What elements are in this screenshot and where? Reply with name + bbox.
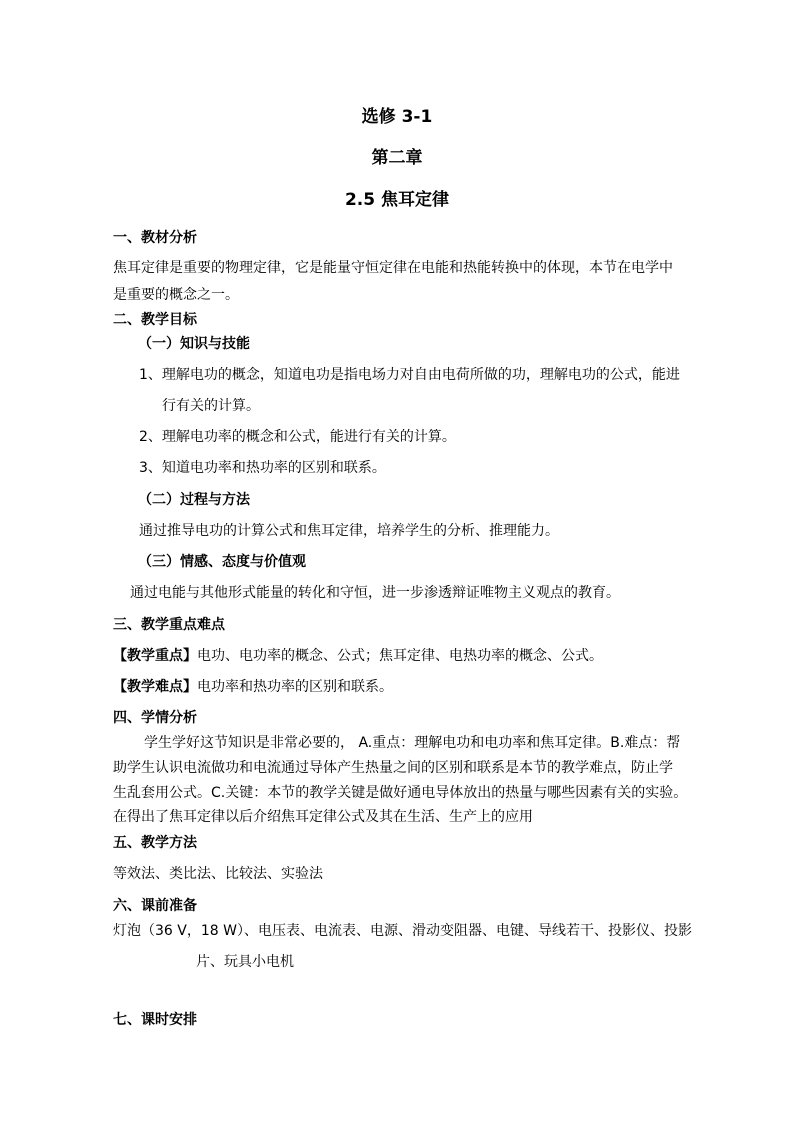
chapter-title: 第二章 <box>371 148 423 168</box>
difficulty-line <box>113 677 393 697</box>
key-point-label: 【教学重点】 <box>113 648 197 664</box>
paragraph-line: 学生学好这节知识是非常必要的， A.重点：理解电功和电功率和焦耳定律。B.难点：帮 <box>144 735 681 751</box>
list-item-continuation: 行有关的计算。 <box>162 398 260 414</box>
course-title: 选修 3-1 <box>361 107 433 127</box>
paragraph-line: 生乱套用公式。C.关键：本节的教学关键是做好通电导体放出的热量与哪些因素有关的实验。 <box>113 785 688 801</box>
paragraph-line: 焦耳定律是重要的物理定律，它是能量守恒定律在电能和热能转换中的体现，本节在电学中 <box>113 260 673 276</box>
subheading-process: （二）过程与方法 <box>138 492 250 508</box>
subheading-emotion: （三）情感、态度与价值观 <box>138 554 306 570</box>
paragraph-line: 是重要的概念之一。 <box>113 287 239 303</box>
heading-teaching-methods: 五、教学方法 <box>113 835 197 851</box>
heading-teaching-goals: 二、教学目标 <box>113 312 197 328</box>
section-title: 2.5 焦耳定律 <box>344 190 450 210</box>
list-item: 3、知道电功率和热功率的区别和联系。 <box>139 460 386 476</box>
paragraph-line: 灯泡（36 V，18 W）、电压表、电流表、电源、滑动变阻器、电键、导线若干、投影仪、投影 <box>113 923 692 939</box>
list-item: 2、理解电功率的概念和公式，能进行有关的计算。 <box>139 429 456 445</box>
paragraph-line: 通过推导电功的计算公式和焦耳定律，培养学生的分析、推理能力。 <box>139 523 559 539</box>
heading-schedule: 七、课时安排 <box>113 1012 197 1028</box>
paragraph-line-continuation: 片、玩具小电机 <box>196 954 294 970</box>
key-point-line <box>113 646 603 666</box>
heading-preparation: 六、课前准备 <box>113 898 197 914</box>
paragraph-line: 等效法、类比法、比较法、实验法 <box>113 866 323 882</box>
difficulty-text: 电功率和热功率的区别和联系。 <box>197 679 393 695</box>
difficulty-label: 【教学难点】 <box>113 679 197 695</box>
key-point-text: 电功、电功率的概念、公式；焦耳定律、电热功率的概念、公式。 <box>197 648 603 664</box>
paragraph-line: 在得出了焦耳定律以后介绍焦耳定律公式及其在生活、生产上的应用 <box>113 809 533 825</box>
heading-student-analysis: 四、学情分析 <box>113 710 197 726</box>
list-item: 1、理解电功的概念，知道电功是指电场力对自由电荷所做的功，理解电功的公式，能进 <box>139 367 680 383</box>
paragraph-line: 助学生认识电流做功和电流通过导体产生热量之间的区别和联系是本节的教学难点，防止学 <box>113 760 673 776</box>
heading-key-points: 三、教学重点难点 <box>113 617 225 633</box>
subheading-knowledge: （一）知识与技能 <box>138 336 250 352</box>
paragraph-line: 通过电能与其他形式能量的转化和守恒，进一步渗透辩证唯物主义观点的教育。 <box>130 585 620 601</box>
heading-textbook-analysis: 一、教材分析 <box>113 230 197 246</box>
